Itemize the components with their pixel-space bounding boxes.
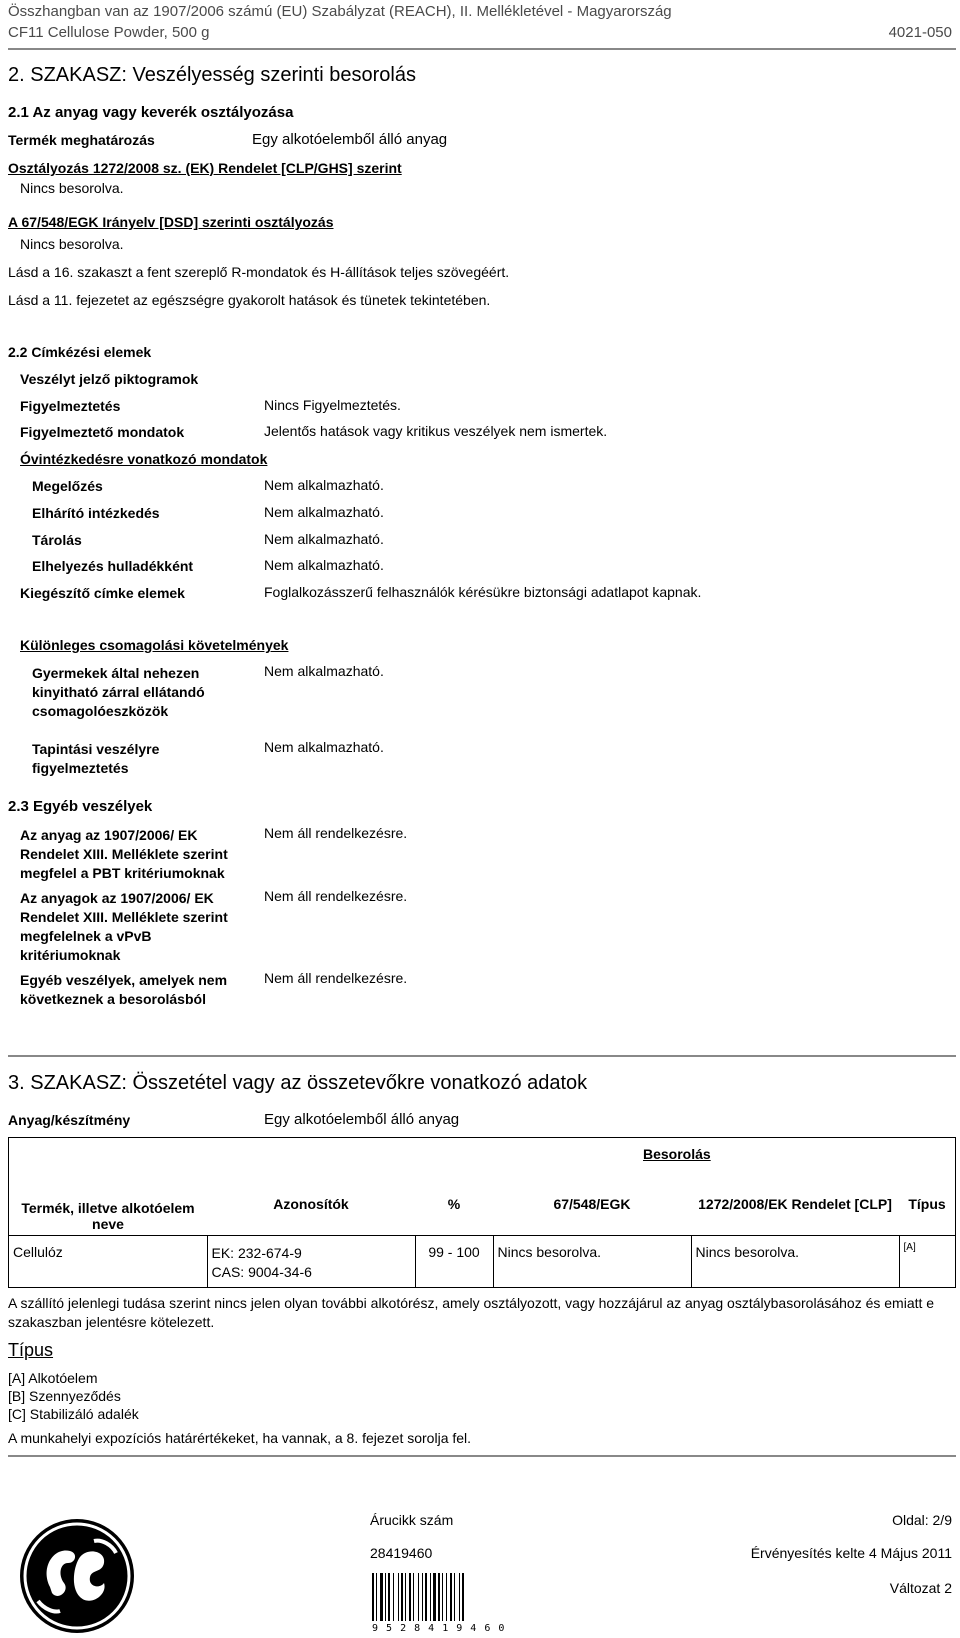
prevention-value: Nem alkalmazható. [264, 477, 384, 493]
validity-date: Érvényesítés kelte 4 Május 2011 [750, 1545, 952, 1561]
table-row [9, 1236, 956, 1288]
supplemental-value: Foglalkozásszerű felhasználók kérésükre biztonsági adatlapot kapnak. [264, 584, 702, 600]
barcode [370, 1573, 500, 1625]
barcode-bar [418, 1573, 419, 1621]
dsd-classification-label: A 67/548/EGK Irányelv [DSD] szerinti osztályozás [8, 214, 334, 230]
pbt-label: Az anyag az 1907/2006/ EK Rendelet XIII. Melléklete szerint megfelel a PBT kritériumoknak [20, 827, 228, 881]
other-hazards-value: Nem áll rendelkezésre. [264, 970, 408, 986]
section-2-2-title: 2.2 Címkézési elemek [8, 344, 152, 360]
signal-word-value: Nincs Figyelmeztetés. [264, 397, 401, 413]
column-header-name: Termék, illetve alkotóelem neve [9, 1138, 208, 1236]
type-c: [C] Stabilizáló adalék [8, 1406, 139, 1422]
section-2-1-title: 2.1 Az anyag vagy keverék osztályozása [8, 104, 294, 121]
response-label: Elhárító intézkedés [32, 505, 160, 521]
component-percent: 99 - 100 [415, 1236, 493, 1288]
barcode-bar [425, 1573, 427, 1621]
barcode-bar [454, 1573, 455, 1621]
composition-note: A szállító jelenlegi tudása szerint nincs jelen olyan további alkotórész, amely osztályozott, vagy hozzájárul az anyag osztálybasorolásához és emiatt e szakaszban jelentésre kötelezett. [8, 1295, 935, 1330]
section-divider [8, 1055, 956, 1057]
component-identifiers: EK: 232-674-9 CAS: 9004-34-6 [207, 1236, 415, 1288]
barcode-bar [376, 1573, 377, 1621]
type-a: [A] Alkotóelem [8, 1370, 98, 1386]
barcode-bar [413, 1573, 414, 1621]
classification-group-header: Besorolás [643, 1146, 711, 1162]
barcode-bar [388, 1573, 390, 1621]
barcode-bar [422, 1573, 423, 1621]
pbt-value: Nem áll rendelkezésre. [264, 825, 408, 841]
packaging-requirements-label: Különleges csomagolási követelmények [20, 637, 289, 653]
article-number-label: Árucikk szám [370, 1512, 454, 1528]
precautionary-statements-label: Óvintézkedésre vonatkozó mondatok [20, 451, 268, 467]
column-header-type: Típus [899, 1138, 956, 1236]
vpvb-label: Az anyagok az 1907/2006/ EK Rendelet XIII. Melléklete szerint megfelelnek a vPvB kritériumoknak [20, 890, 228, 963]
version: Változat 2 [889, 1580, 952, 1596]
response-value: Nem alkalmazható. [264, 504, 384, 520]
column-header-percent: % [415, 1138, 493, 1236]
substance-label: Anyag/készítmény [8, 1112, 131, 1128]
type-legend-title: Típus [8, 1340, 54, 1360]
clp-classification-value: Nincs besorolva. [20, 180, 124, 196]
barcode-bar [446, 1573, 447, 1621]
supplemental-label: Kiegészítő címke elemek [20, 585, 185, 601]
disposal-label: Elhelyezés hulladékként [32, 558, 194, 574]
barcode-bar [398, 1573, 399, 1621]
barcode-digits: 9 5 2 8 4 1 9 4 6 0 [372, 1623, 506, 1634]
product-id-value: Egy alkotóelemből álló anyag [252, 131, 448, 148]
other-hazards-label: Egyéb veszélyek, amelyek nem következnek a besorolásból [20, 972, 228, 1007]
barcode-bar [405, 1573, 406, 1621]
section-2-title: 2. SZAKASZ: Veszélyesség szerinti besorolás [8, 64, 416, 86]
child-resistant-label: Gyermekek által nehezen kinyitható zárral ellátandó csomagolóeszközök [32, 665, 205, 719]
barcode-bar [401, 1573, 403, 1621]
section-3-title: 3. SZAKASZ: Összetétel vagy az összetevőkre vonatkozó adatok [8, 1072, 588, 1094]
column-header-clp: 1272/2008/EK Rendelet [CLP] [691, 1138, 899, 1236]
type-b: [B] Szennyeződés [8, 1388, 121, 1404]
page-number: Oldal: 2/9 [892, 1512, 952, 1528]
column-header-dsd: Besorolás 67/548/EGK [493, 1138, 691, 1236]
ge-logo [18, 1517, 136, 1635]
clp-classification-label: Osztályozás 1272/2008 sz. (EK) Rendelet [CLP/GHS] szerint [8, 160, 402, 176]
component-dsd: Nincs besorolva. [493, 1236, 691, 1288]
barcode-bar [442, 1573, 443, 1621]
barcode-bar [433, 1573, 436, 1621]
barcode-bar [409, 1573, 411, 1621]
product-code: 4021-050 [888, 24, 952, 41]
exposure-note: A munkahelyi expozíciós határértékeket, ha vannak, a 8. fejezet sorolja fel. [8, 1430, 472, 1446]
tactile-warning-value: Nem alkalmazható. [264, 739, 384, 755]
barcode-bar [380, 1573, 383, 1621]
barcode-bar [385, 1573, 386, 1621]
substance-value: Egy alkotóelemből álló anyag [264, 1111, 460, 1128]
footer-divider [8, 1455, 956, 1457]
product-id-label: Termék meghatározás [8, 132, 155, 148]
header-divider [8, 48, 956, 50]
barcode-bar [430, 1573, 431, 1621]
barcode-bar [393, 1573, 394, 1621]
barcode-bar [450, 1573, 452, 1621]
dsd-classification-value: Nincs besorolva. [20, 236, 124, 252]
storage-value: Nem alkalmazható. [264, 531, 384, 547]
article-number: 28419460 [370, 1545, 433, 1561]
see-section-16: Lásd a 16. szakaszt a fent szereplő R-mondatok és H-állítások teljes szövegéért. [8, 264, 510, 280]
hazard-statements-value: Jelentős hatások vagy kritikus veszélyek nem ismertek. [264, 423, 608, 439]
document-header-regulation: Összhangban van az 1907/2006 számú (EU) Szabályzat (REACH), II. Mellékletével - Magyarország [8, 3, 672, 20]
pictograms-label: Veszélyt jelző piktogramok [20, 371, 199, 387]
tactile-warning-label: Tapintási veszélyre figyelmeztetés [32, 741, 160, 776]
hazard-statements-label: Figyelmeztető mondatok [20, 424, 185, 440]
component-type: [A] [899, 1236, 956, 1288]
child-resistant-value: Nem alkalmazható. [264, 663, 384, 679]
barcode-bar [462, 1573, 464, 1621]
storage-label: Tárolás [32, 532, 82, 548]
column-header-ids: Azonosítók [207, 1138, 415, 1236]
signal-word-label: Figyelmeztetés [20, 398, 121, 414]
see-section-11: Lásd a 11. fejezetet az egészségre gyakorolt hatások és tünetek tekintetében. [8, 292, 491, 308]
vpvb-value: Nem áll rendelkezésre. [264, 888, 408, 904]
barcode-bar [372, 1573, 374, 1621]
barcode-bar [459, 1573, 460, 1621]
prevention-label: Megelőzés [32, 478, 103, 494]
section-2-3-title: 2.3 Egyéb veszélyek [8, 798, 153, 815]
composition-table [8, 1137, 956, 1288]
component-name: Cellulóz [9, 1236, 208, 1288]
disposal-value: Nem alkalmazható. [264, 557, 384, 573]
barcode-bar [438, 1573, 440, 1621]
component-clp: Nincs besorolva. [691, 1236, 899, 1288]
product-name: CF11 Cellulose Powder, 500 g [8, 24, 210, 41]
